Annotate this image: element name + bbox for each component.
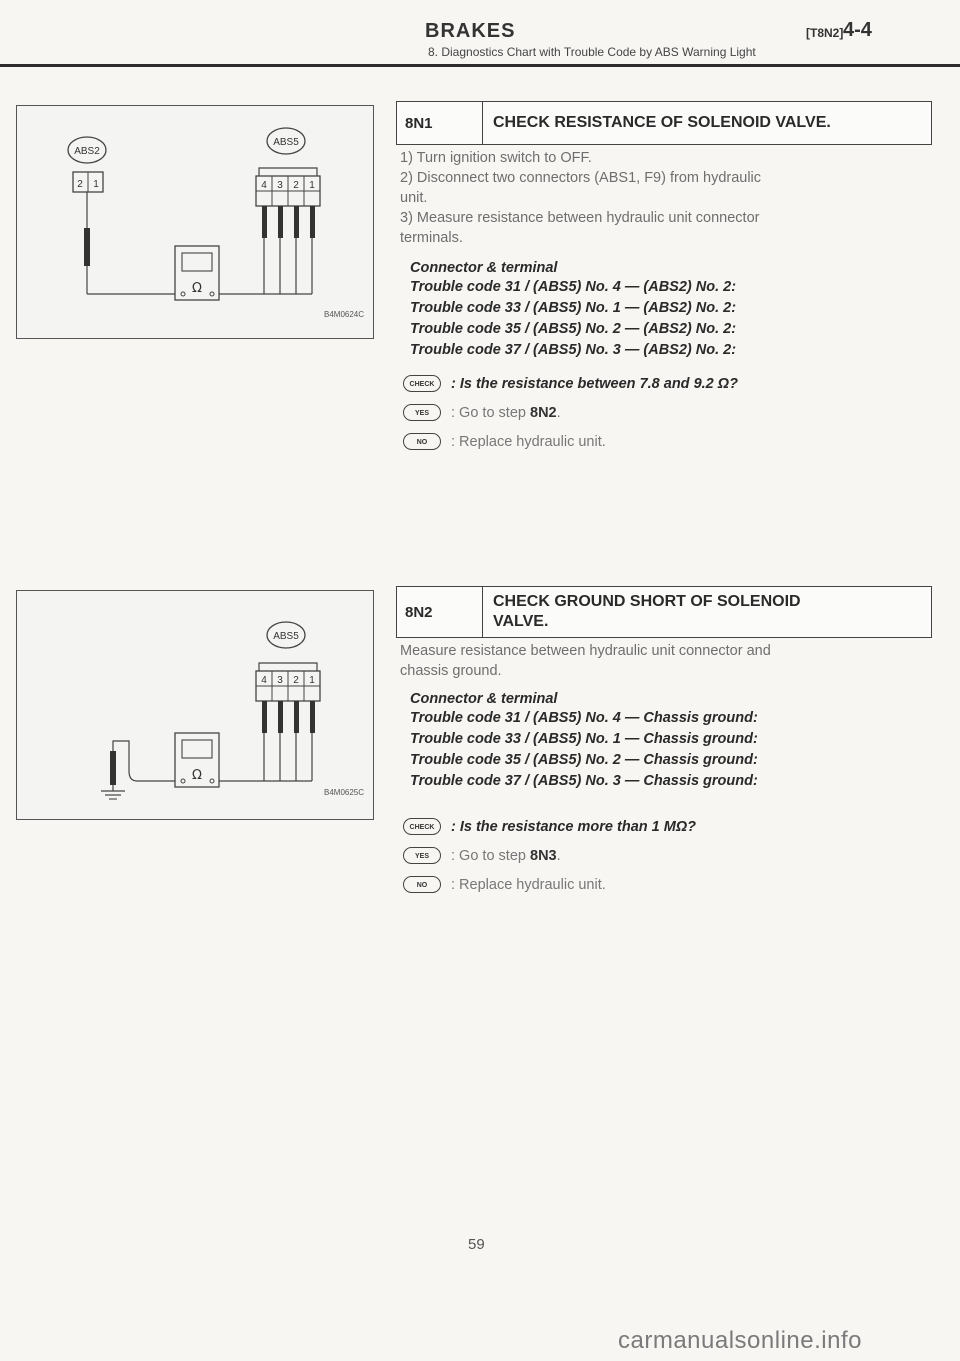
abs2-pin-1: 1 [93,179,99,190]
terminal-line: Trouble code 33 / (ABS5) No. 1 — (ABS2) No. 2: [410,300,737,316]
terminal-line: Trouble code 35 / (ABS5) No. 2 — (ABS2) No. 2: [410,321,737,337]
abs5-label: ABS5 [273,137,299,148]
yes-row [403,404,561,424]
ohm-symbol: Ω [192,281,202,296]
abs2-pin-2: 2 [77,179,83,190]
step2-line-1: Measure resistance between hydraulic unit connector and [400,643,771,659]
header-section: 4-4 [843,19,872,41]
no-row [403,433,606,453]
check-row [403,818,696,838]
wiring-diagram-ground-short [16,590,374,820]
abs5-pin-1: 1 [309,675,315,686]
figure-code: B4M0625C [324,788,365,797]
terminal-line: Trouble code 37 / (ABS5) No. 3 — (ABS2) No. 2: [410,342,737,358]
check-badge: CHECK [403,375,441,392]
check-badge: CHECK [403,818,441,835]
abs5-pin-1: 1 [309,180,315,191]
step1-line-2: 2) Disconnect two connectors (ABS1, F9) from hydraulic [400,170,762,186]
page-header [0,0,960,72]
ground-probe-wire [113,741,175,791]
abs5-pin-3: 3 [277,180,283,191]
yes-action: : Go to step 8N3. [451,847,561,864]
abs5-pin-2: 2 [293,180,299,191]
yes-badge: YES [403,404,441,421]
no-badge: NO [403,876,441,893]
ohm-symbol: Ω [192,768,202,783]
ohmmeter-display [182,253,212,271]
step-title: CHECK RESISTANCE OF SOLENOID VALVE. [493,114,831,131]
yes-action: : Go to step 8N2. [451,404,561,421]
no-badge: NO [403,433,441,450]
diagram-1-svg [17,106,373,338]
abs5-pin-2: 2 [293,675,299,686]
abs5-pin-4: 4 [261,675,267,686]
next-step-link[interactable]: 8N2 [530,404,557,421]
step1-line-5: terminals. [400,230,463,246]
ohmmeter-display [182,740,212,758]
terminal-line: Trouble code 33 / (ABS5) No. 1 — Chassis ground: [410,731,758,747]
step-title: CHECK GROUND SHORT OF SOLENOID VALVE. [493,593,801,630]
step1-line-4: 3) Measure resistance between hydraulic unit connector [400,210,760,226]
diagram-2-svg [17,591,373,819]
wiring-diagram-resistance [16,105,374,339]
header-rule [0,64,960,67]
page-number: 59 [468,1236,485,1253]
no-row [403,876,606,896]
ground-probe [110,751,116,785]
header-title: BRAKES [425,20,516,42]
yes-row [403,847,561,867]
step1-line-3: unit. [400,190,428,206]
abs2-probe [84,228,90,266]
abs5-pin-4: 4 [261,180,267,191]
connector-terminal-label: Connector & terminal [410,691,558,707]
step-id: 8N2 [397,587,483,637]
step-8n2-header [396,586,932,638]
step2-line-2: chassis ground. [400,663,502,679]
abs2-label: ABS2 [74,146,100,157]
figure-code: B4M0624C [324,310,365,319]
header-subtitle: 8. Diagnostics Chart with Trouble Code by ABS Warning Light [428,45,756,59]
header-code: [T8N2] [806,26,844,40]
no-action: : Replace hydraulic unit. [451,433,606,450]
terminal-line: Trouble code 31 / (ABS5) No. 4 — Chassis ground: [410,710,758,726]
step1-line-1: 1) Turn ignition switch to OFF. [400,150,592,166]
terminal-line: Trouble code 37 / (ABS5) No. 3 — Chassis ground: [410,773,758,789]
check-question: : Is the resistance between 7.8 and 9.2 Ω? [451,375,738,392]
check-question: : Is the resistance more than 1 MΩ? [451,818,696,835]
abs5-pin-3: 3 [277,675,283,686]
next-step-link[interactable]: 8N3 [530,847,557,864]
terminal-line: Trouble code 35 / (ABS5) No. 2 — Chassis ground: [410,752,758,768]
yes-badge: YES [403,847,441,864]
connector-terminal-label: Connector & terminal [410,260,558,276]
terminal-line: Trouble code 31 / (ABS5) No. 4 — (ABS2) No. 2: [410,279,737,295]
check-row [403,375,738,395]
no-action: : Replace hydraulic unit. [451,876,606,893]
abs5-label: ABS5 [273,631,299,642]
step-id: 8N1 [397,102,483,144]
watermark: carmanualsonline.info [618,1327,862,1354]
step-8n1-header [396,101,932,145]
